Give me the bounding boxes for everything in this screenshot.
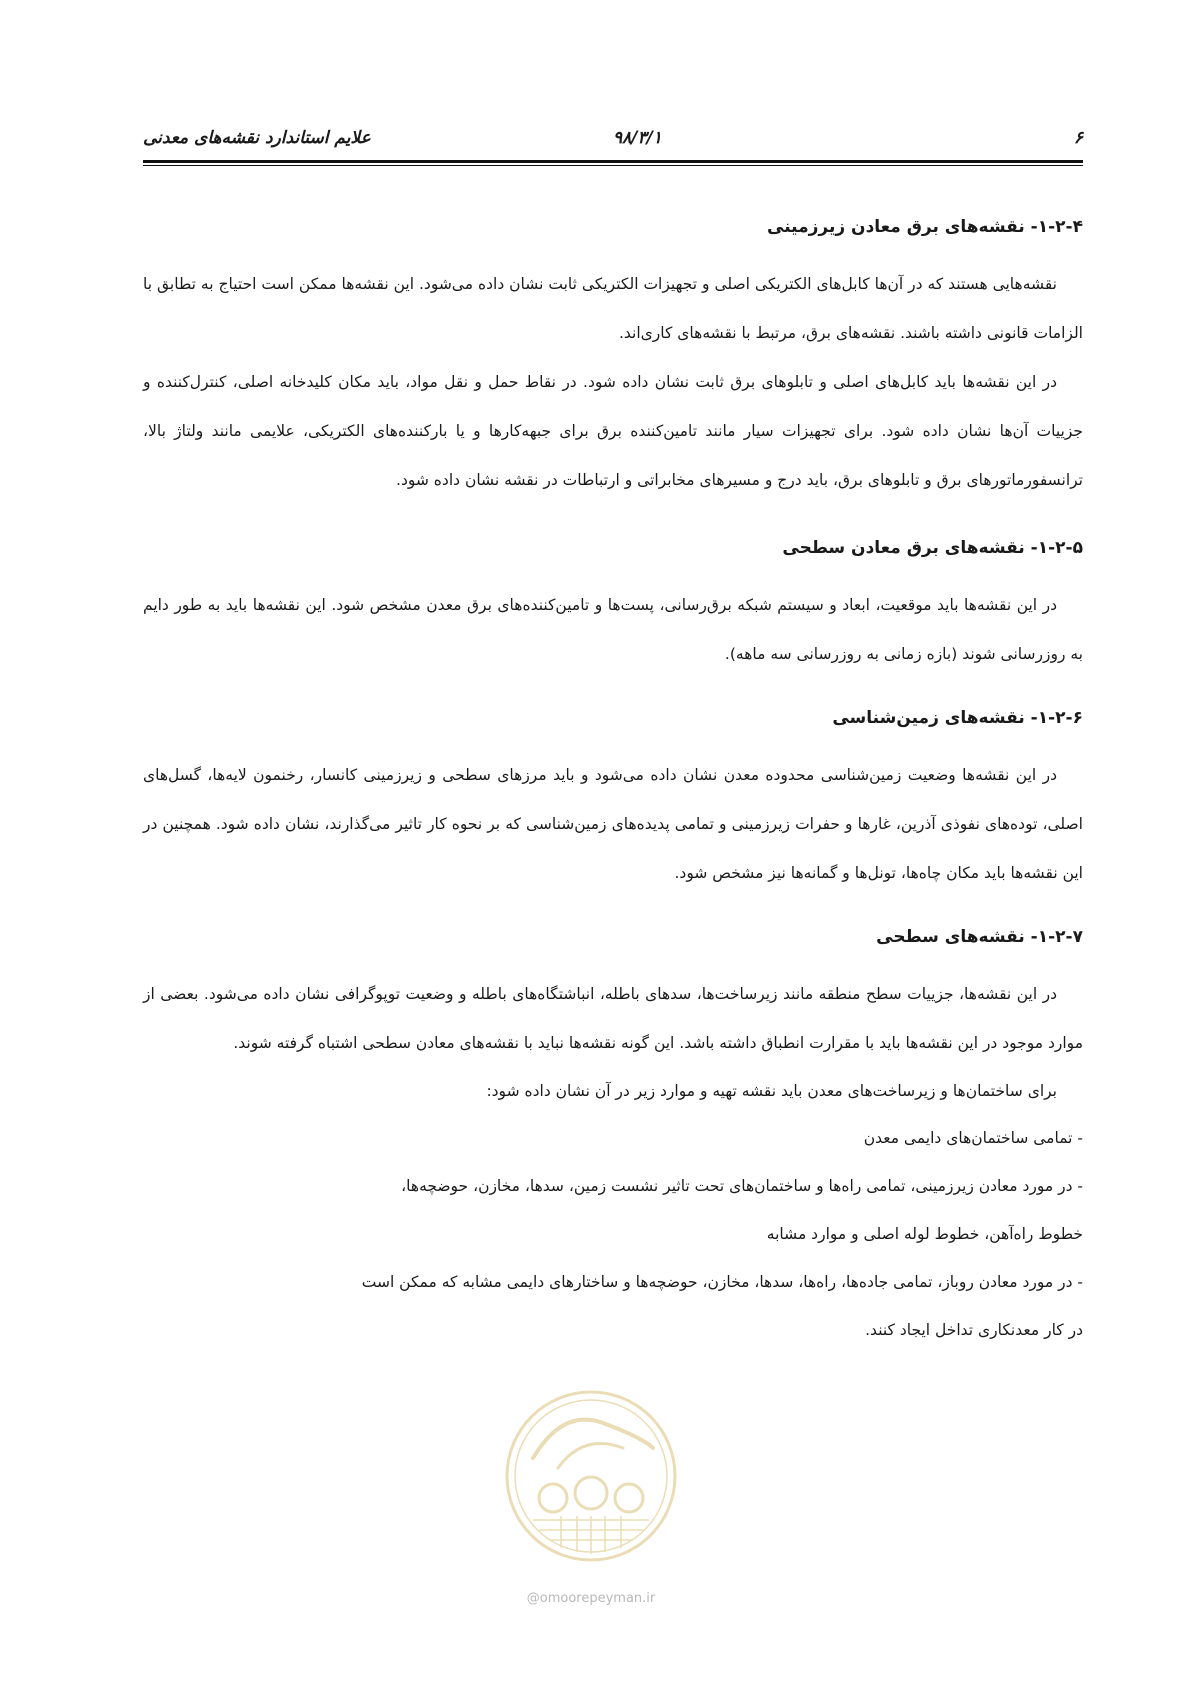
section-heading: ۱-۲-۶- نقشه‌های زمین‌شناسی [832,708,1083,728]
watermark-seal-icon [503,1388,679,1564]
section-geological [143,705,1083,898]
section-heading: ۱-۲-۷- نقشه‌های سطحی [876,927,1083,947]
header-date: ۹۸/۳/۱ [613,128,662,148]
section-heading: ۱-۲-۵- نقشه‌های برق معادن سطحی [782,538,1083,558]
header-title: علایم استاندارد نقشه‌های معدنی [143,128,371,148]
header-rule-thin [143,165,1083,166]
paragraph: در این نقشه‌ها باید کابل‌های اصلی و تابلوهای برق ثابت نشان داده شود. در نقاط حمل و نقل مواد، باید مکان کلیدخانه اصلی، کنترل‌کننده و جزییات آن‌ها نشان داده شود. برای تجهیزات سیار مانند تامین‌کننده برق برای جبهه‌کارها و یا بارکننده‌های الکتریکی، علایمی مانند ولتاژ بالا، ترانسفورماتورهای برق و تابلوهای برق، باید درج و مسیرهای مخابراتی و ارتباطات در نقشه نشان داده شود. [143,373,1083,489]
list-item-continuation: خطوط راه‌آهن، خطوط لوله اصلی و موارد مشابه [766,1225,1083,1243]
section-surface-maps [143,924,1083,1354]
header-rule [143,160,1083,163]
paragraph: در این نقشه‌ها، جزییات سطح منطقه مانند زیرساخت‌ها، سدهای باطله، انباشتگاه‌های باطله و وضعیت توپوگرافی نشان داده می‌شود. بعضی از موارد موجود در این نقشه‌ها باید با مقرارت انطباق داشته باشد. این گونه نقشه‌ها نباید با نقشه‌های معادن سطحی اشتباه گرفته شوند. [143,985,1083,1052]
list-item: - تمامی ساختمان‌های دایمی معدن [863,1129,1083,1147]
watermark-site: @omoorepeyman.ir [526,1591,656,1606]
paragraph: در این نقشه‌ها باید موقعیت، ابعاد و سیستم شبکه برق‌رسانی، پست‌ها و تامین‌کننده‌های برق معدن مشخص شود. این نقشه‌ها باید به طور دایم به روزرسانی شوند (بازه زمانی به روزرسانی سه ماهه). [143,596,1083,663]
list-item: - در مورد معادن زیرزمینی، تمامی راه‌ها و ساختمان‌های تحت تاثیر نشست زمین، سدها، مخازن، حوضچه‌ها، [401,1177,1083,1195]
paragraph: در این نقشه‌ها وضعیت زمین‌شناسی محدوده معدن نشان داده می‌شود و باید مرزهای سطحی و زیرزمینی کانسار، رخنمون لایه‌ها، گسل‌های اصلی، توده‌های نفوذی آذرین، غارها و حفرات زیرزمینی و تمامی پدیده‌های زمین‌شناسی که بر نحوه کار تاثیر می‌گذارند، نشان داده شود. همچنین در این نقشه‌ها باید مکان چاه‌ها، تونل‌ها و گمانه‌ها نیز مشخص شود. [143,766,1083,882]
section-underground-electrical [143,214,1083,505]
list-item: - در مورد معادن روباز، تمامی جاده‌ها، راه‌ها، سدها، مخازن، حوضچه‌ها و ساختارهای دایمی مشابه که ممکن است [361,1273,1083,1291]
page-body [143,214,1083,1380]
page-header [143,128,1083,158]
list-item-continuation: در کار معدنکاری تداخل ایجاد کنند. [865,1321,1083,1339]
list-intro: برای ساختمان‌ها و زیرساخت‌های معدن باید نقشه تهیه و موارد زیر در آن نشان داده شود: [486,1082,1057,1100]
section-heading: ۱-۲-۴- نقشه‌های برق معادن زیرزمینی [767,217,1083,237]
paragraph: نقشه‌هایی هستند که در آن‌ها کابل‌های الکتریکی اصلی و تجهیزات الکتریکی ثابت نشان داده می‌شود. این نقشه‌ها ممکن است احتیاج به تطابق با الزامات قانونی داشته باشند. نقشه‌های برق، مرتبط با نقشه‌های کاری‌اند. [143,275,1083,342]
page-number: ۶ [1073,128,1083,148]
section-surface-electrical [143,535,1083,679]
